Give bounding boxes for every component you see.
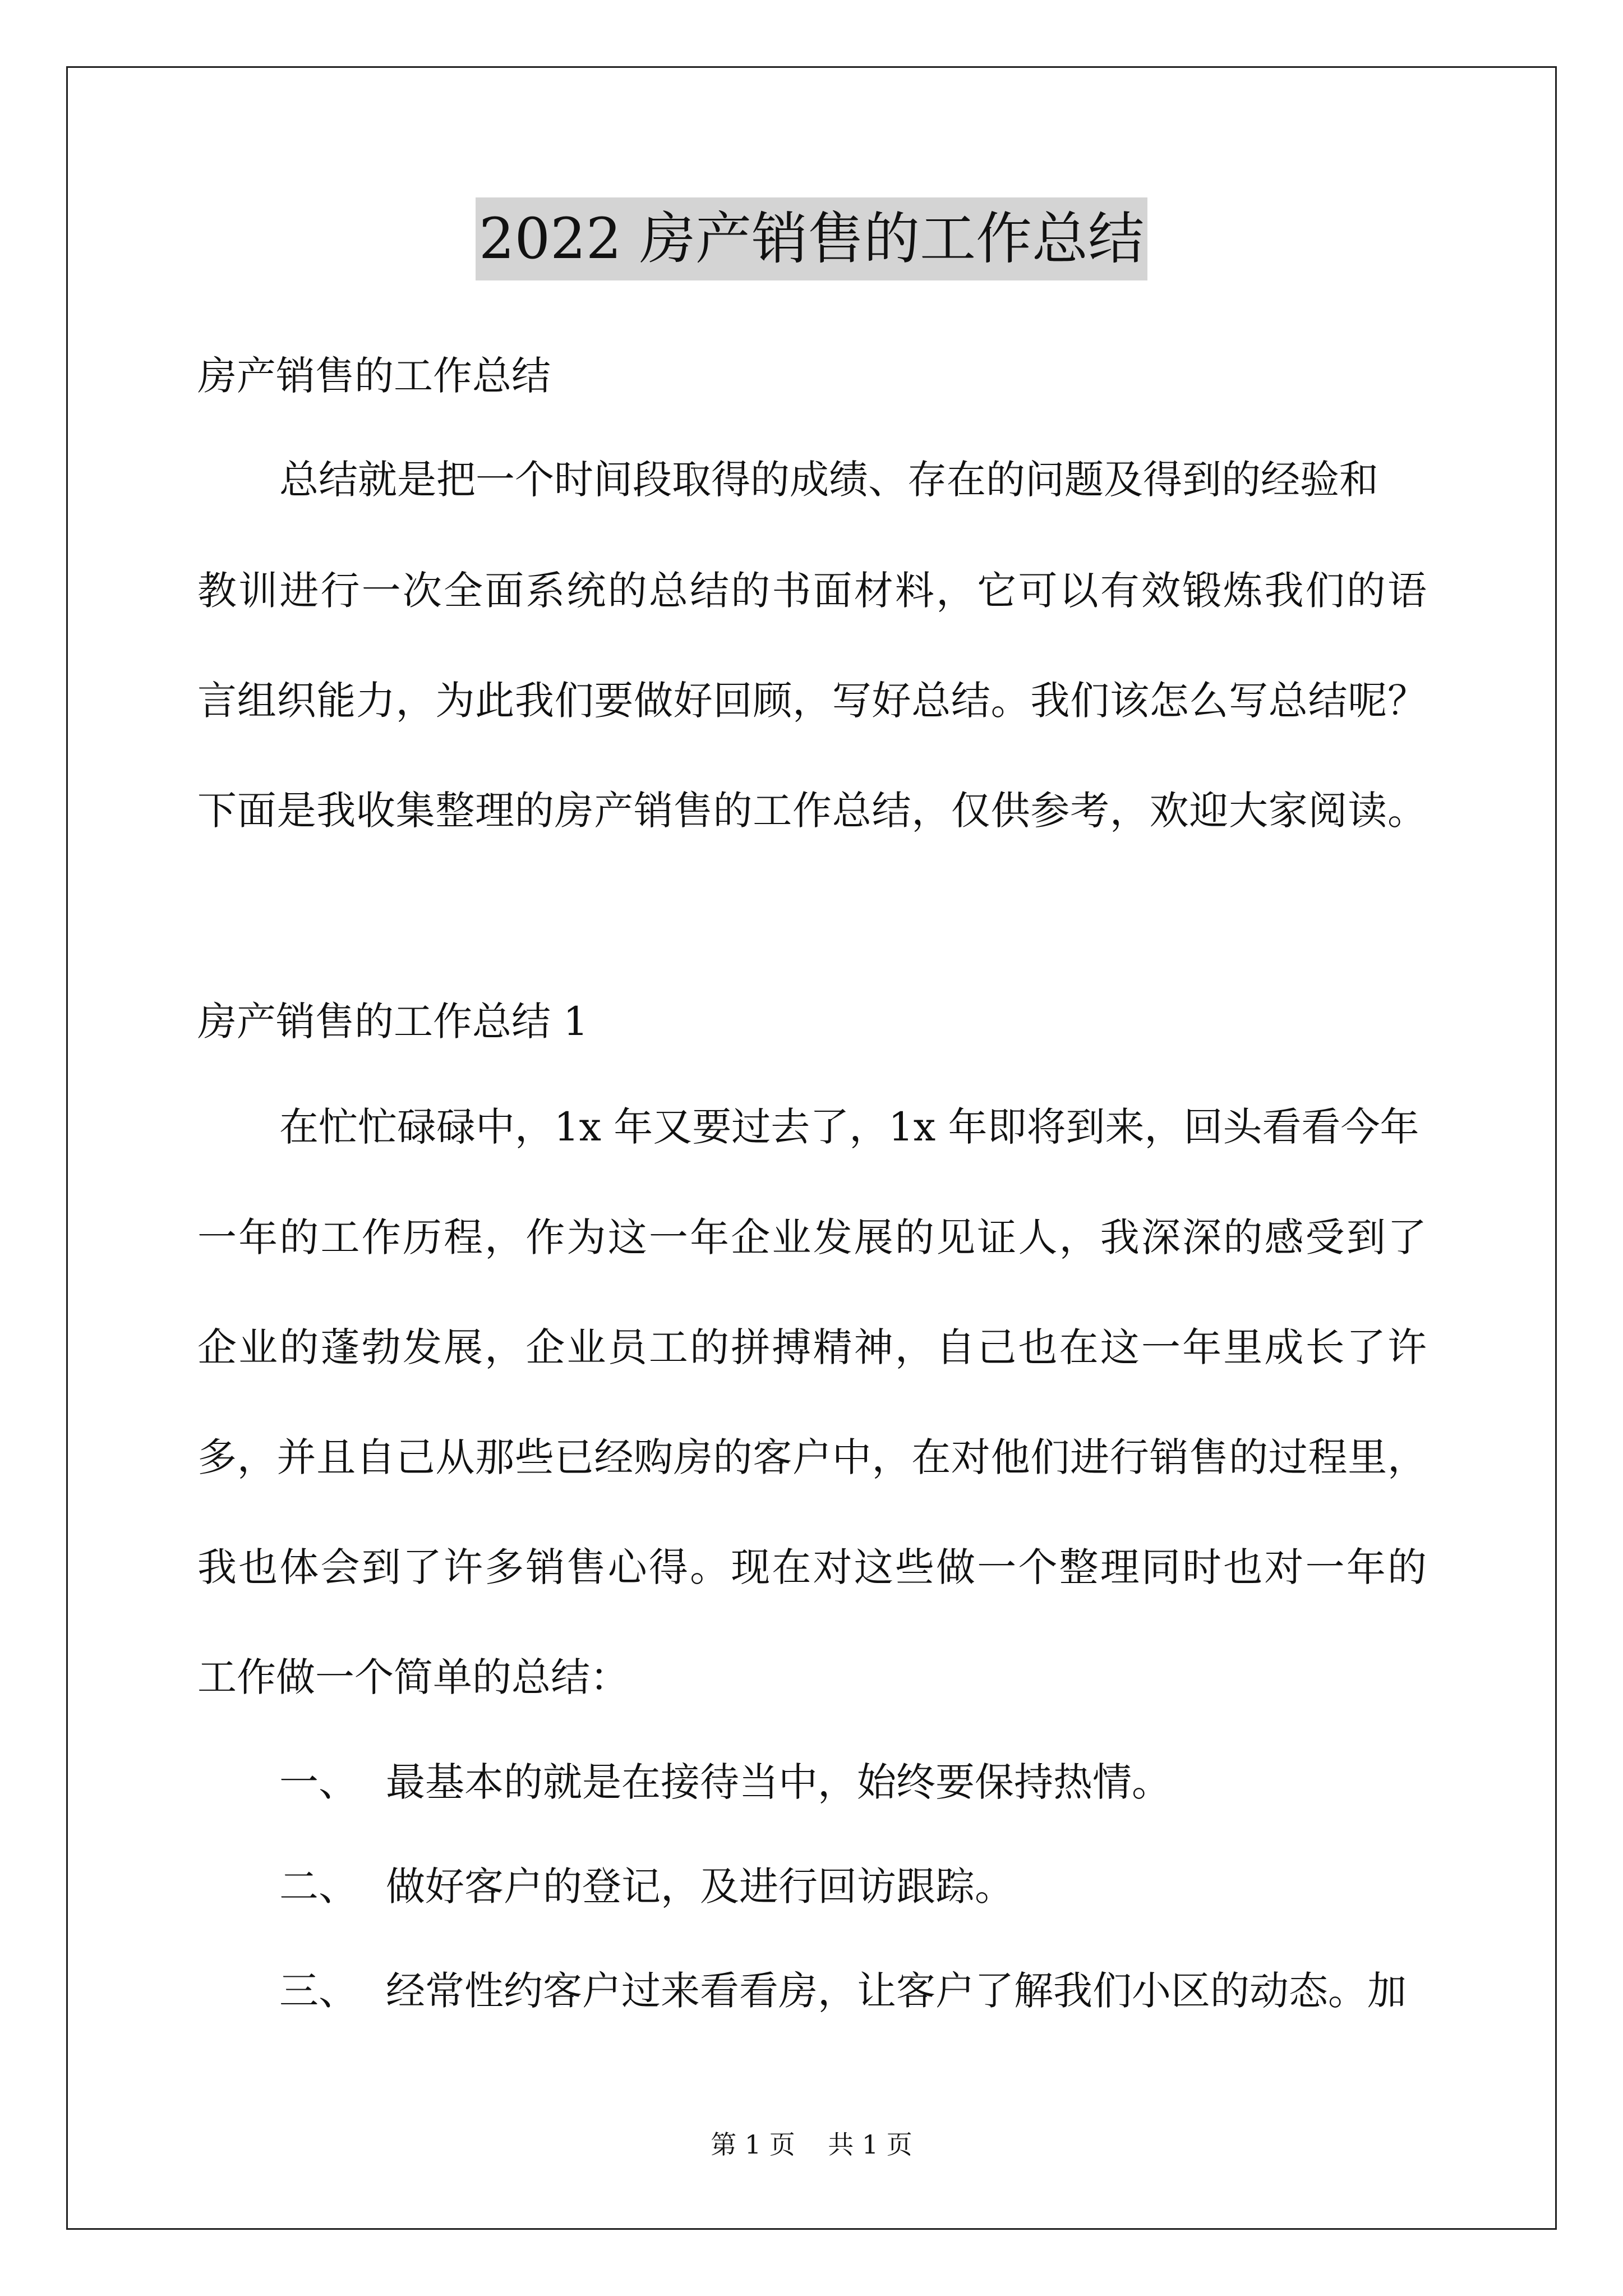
intro-line-1: 总结就是把一个时间段取得的成绩、存在的问题及得到的经验和	[279, 457, 1378, 503]
intro-line-2: 教训进行一次全面系统的总结的书面材料，它可以有效锻炼我们的语	[197, 568, 1427, 614]
body-line-4: 多，并且自己从那些已经购房的客户中，在对他们进行销售的过程里，	[197, 1434, 1427, 1480]
list-item-text: 经常性约客户过来看看房，让客户了解我们小区的动态。加	[386, 1968, 1407, 2014]
body-line-5: 我也体会到了许多销售心得。现在对这些做一个整理同时也对一年的	[197, 1544, 1427, 1590]
list-item	[279, 1963, 1407, 2019]
list-item	[279, 1754, 1171, 1810]
section-heading: 房产销售的工作总结 1	[197, 999, 588, 1045]
intro-line-4: 下面是我收集整理的房产销售的工作总结，仅供参考，欢迎大家阅读。	[197, 788, 1427, 834]
list-item-text: 做好客户的登记，及进行回访跟踪。	[386, 1864, 1014, 1910]
intro-line-3: 言组织能力，为此我们要做好回顾，写好总结。我们该怎么写总结呢？	[197, 678, 1427, 724]
list-item-number: 二、	[279, 1864, 358, 1910]
document-title: 2022 房产销售的工作总结	[476, 197, 1147, 280]
body-line-2: 一年的工作历程，作为这一年企业发展的见证人，我深深的感受到了	[197, 1214, 1427, 1260]
title-container	[0, 197, 1623, 280]
body-line-6: 工作做一个简单的总结：	[197, 1654, 629, 1700]
page-footer: 第 1 页 共 1 页	[711, 2129, 912, 2160]
list-item	[279, 1858, 1014, 1915]
body-line-1: 在忙忙碌碌中，1x 年又要过去了，1x 年即将到来，回头看看今年	[279, 1104, 1419, 1150]
list-item-text: 最基本的就是在接待当中，始终要保持热情。	[386, 1759, 1171, 1805]
document-subtitle: 房产销售的工作总结	[197, 353, 551, 399]
list-item-number: 三、	[279, 1968, 358, 2014]
body-line-3: 企业的蓬勃发展，企业员工的拼搏精神，自己也在这一年里成长了许	[197, 1324, 1427, 1370]
list-item-number: 一、	[279, 1759, 358, 1805]
